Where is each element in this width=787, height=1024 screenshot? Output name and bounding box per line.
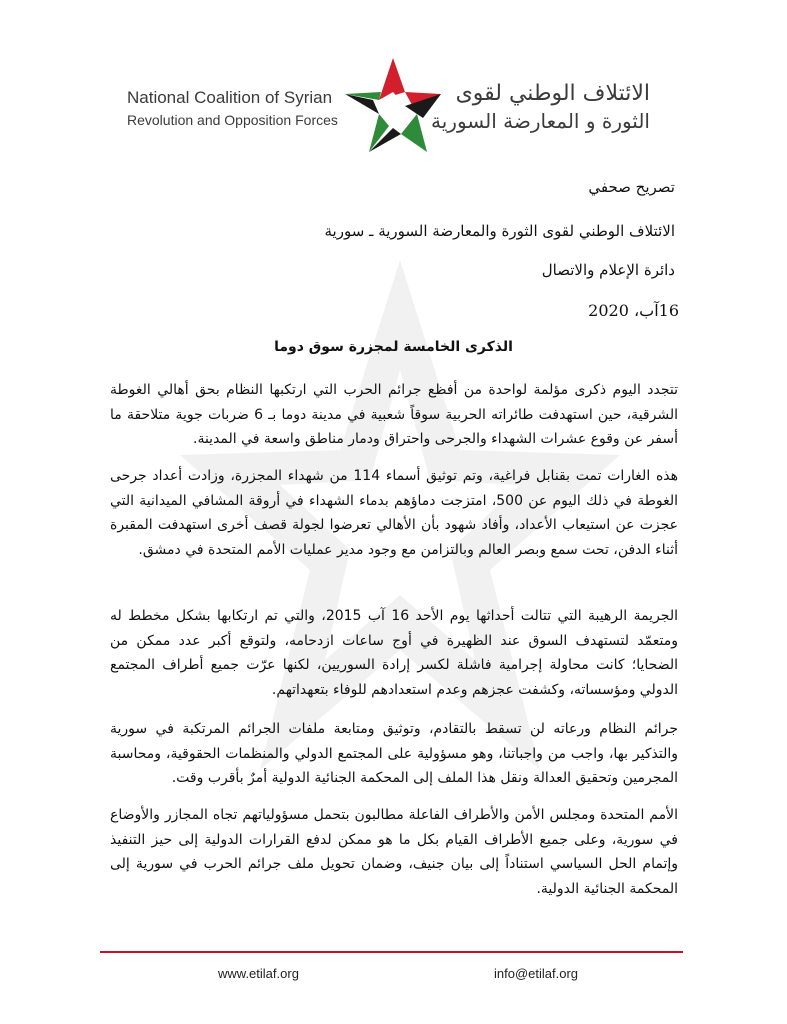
coalition-star-logo-icon [343,56,443,156]
paragraph-4 [110,717,678,791]
paragraph-text: جرائم النظام ورعاته لن تسقط بالتقادم، وتوثيق ومتابعة ملفات الجرائم المرتكبة في سورية والتذكير بها، واجب من واجباتنا، وهو مسؤولية على المجتمع الدولي والمنظمات الحقوقية، ومحاسبة المجرمين وتحقيق العدالة ونقل هذا الملف إلى المحكمة الجنائية الدولية أمرٌ بأقرب وقت. [110,721,678,786]
letterhead [0,0,787,150]
paragraph-2 [110,464,678,562]
email-link[interactable]: info@etilaf.org [494,966,579,981]
org-name-arabic [431,80,650,134]
website-link[interactable]: www.etilaf.org [218,966,299,981]
document-type: تصريح صحفي [588,178,675,196]
paragraph-text: الجريمة الرهيبة التي تتالت أحداثها يوم الأحد 16 آب 2015، والتي تم ارتكابها بشكل مخطط له ومتعمّد لتستهدف السوق عند الظهيرة في أوج ساعات ازدحامه، ولتوقع أكبر عدد ممكن من الضحايا؛ كانت محاولة إجرامية فاشلة لكسر إرادة السوريين، لكنها عرّت جميع أطراف المجتمع الدولي ومؤسساته، وكشفت عجزهم وعدم استعدادهم للوفاء بتعهداتهم. [110,608,678,698]
org-name-english [127,88,338,132]
paragraph-text: هذه الغارات تمت بقنابل فراغية، وتم توثيق أسماء 114 من شهداء المجزرة، وزادت أعداد جرحى الغوطة في ذلك اليوم عن 500، امتزجت دماؤهم بدماء الشهداء في أروقة المشافي الميدانية التي عجزت عن استيعاب الأعداد، وأفاد شهود بأن الأهالي تعرضوا لجولة قصف أخرى استهدفت المقبرة أثناء الدفن، تحت سمع وبصر العالم وبالتزامن مع وجود مدير عمليات الأمم المتحدة في دمشق. [110,468,679,558]
department-line: دائرة الإعلام والاتصال [541,261,675,279]
org-name-en-line2: Revolution and Opposition Forces [127,112,338,128]
footer-divider [100,951,683,953]
org-name-ar-line1: الائتلاف الوطني لقوى [455,81,650,106]
paragraph-text: الأمم المتحدة ومجلس الأمن والأطراف الفاعلة مطالبون بتحمل مسؤولياتهم تجاه المجازر والأوضاع في سورية، وعلى جميع الأطراف القيام بكل ما هو ممكن لدفع القرارات الدولية إلى حيز التنفيذ وإتمام الحل السياسي استناداً إلى بيان جنيف، وضمان تحويل ملف جرائم الحرب في سورية إلى المحكمة الجنائية الدولية. [110,807,678,897]
paragraph-5 [110,803,678,901]
org-name-en-line1: National Coalition of Syrian [127,88,333,107]
page-title: الذكرى الخامسة لمجزرة سوق دوما [274,339,513,355]
org-name-ar-line2: الثورة و المعارضة السورية [431,109,650,133]
paragraph-text: تتجدد اليوم ذكرى مؤلمة لواحدة من أفظع جرائم الحرب التي ارتكبها النظام بحق أهالي الغوطة الشرقية، حين استهدفت طائراته الحربية سوقاً شعبية في مدينة دوما بـ 6 ضربات جوية متلاحقة ما أسفر عن وقوع عشرات الشهداء والجرحى واحتراق ودمار مناطق واسعة في المدينة. [110,382,678,447]
organization-line: الائتلاف الوطني لقوى الثورة والمعارضة السورية ـ سورية [324,222,675,240]
paragraph-1 [110,378,678,452]
paragraph-3 [110,604,678,702]
date-line: 16آب، 2020 [588,301,679,320]
